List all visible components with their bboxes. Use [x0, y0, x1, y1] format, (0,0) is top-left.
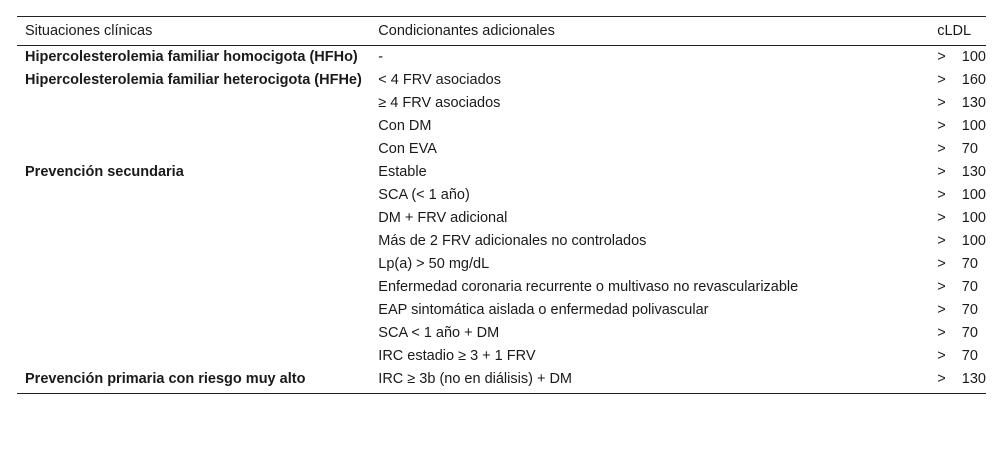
header-situaciones-clinicas: Situaciones clínicas [17, 17, 370, 46]
situation-cell: Hipercolesterolemia familiar homocigota (HFHo) [25, 49, 358, 65]
cldl-cell: > 130 [937, 95, 986, 111]
table-row [17, 46, 986, 70]
table-row [17, 161, 986, 184]
condition-cell: IRC ≥ 3b (no en diálisis) + DM [370, 368, 929, 394]
condition-cell: ≥ 4 FRV asociados [378, 95, 501, 111]
situation-cell: Prevención primaria con riesgo muy alto [17, 368, 370, 394]
cldl-cell: > 70 [937, 279, 978, 295]
condition-cell: Estable [378, 164, 427, 180]
condition-cell: Enfermedad coronaria recurrente o multivaso no revascularizable [378, 279, 799, 295]
condition-cell: DM + FRV adicional [378, 210, 508, 226]
header-row [17, 17, 986, 46]
situation-cell: Prevención secundaria [25, 164, 184, 180]
cldl-cell: > 130 [937, 164, 986, 180]
table-row [17, 368, 986, 394]
cldl-cell: > 70 [937, 348, 978, 364]
condition-cell: SCA (< 1 año) [378, 187, 470, 203]
cldl-cell: > 100 [937, 233, 986, 249]
condition-cell: EAP sintomática aislada o enfermedad polivascular [378, 302, 709, 318]
table-body [17, 46, 986, 394]
cldl-cell: > 130 [929, 368, 986, 394]
cldl-cell: > 160 [937, 72, 986, 88]
header-cldl: cLDL [929, 17, 986, 46]
condition-cell: < 4 FRV asociados [378, 72, 501, 88]
condition-cell: SCA < 1 año + DM [378, 325, 500, 341]
condition-cell: Con DM [378, 118, 432, 134]
condition-cell: Lp(a) > 50 mg/dL [378, 256, 490, 272]
table-header [17, 17, 986, 46]
cldl-cell: > 100 [937, 49, 986, 65]
cldl-targets-table [17, 16, 986, 394]
cldl-cell: > 100 [937, 210, 986, 226]
cldl-cell: > 70 [937, 141, 978, 157]
cldl-cell: > 70 [937, 302, 978, 318]
cldl-cell: > 100 [937, 118, 986, 134]
situation-cell: Hipercolesterolemia familiar heterocigota (HFHe) [25, 72, 362, 88]
header-condicionantes-adicionales: Condicionantes adicionales [370, 17, 929, 46]
cldl-cell: > 70 [937, 325, 978, 341]
table-row [17, 69, 986, 92]
cldl-cell: > 100 [937, 187, 986, 203]
condition-cell: Con EVA [378, 141, 437, 157]
cldl-cell: > 70 [937, 256, 978, 272]
condition-cell: - [378, 49, 384, 65]
condition-cell: IRC estadio ≥ 3 + 1 FRV [378, 348, 536, 364]
condition-cell: Más de 2 FRV adicionales no controlados [378, 233, 647, 249]
